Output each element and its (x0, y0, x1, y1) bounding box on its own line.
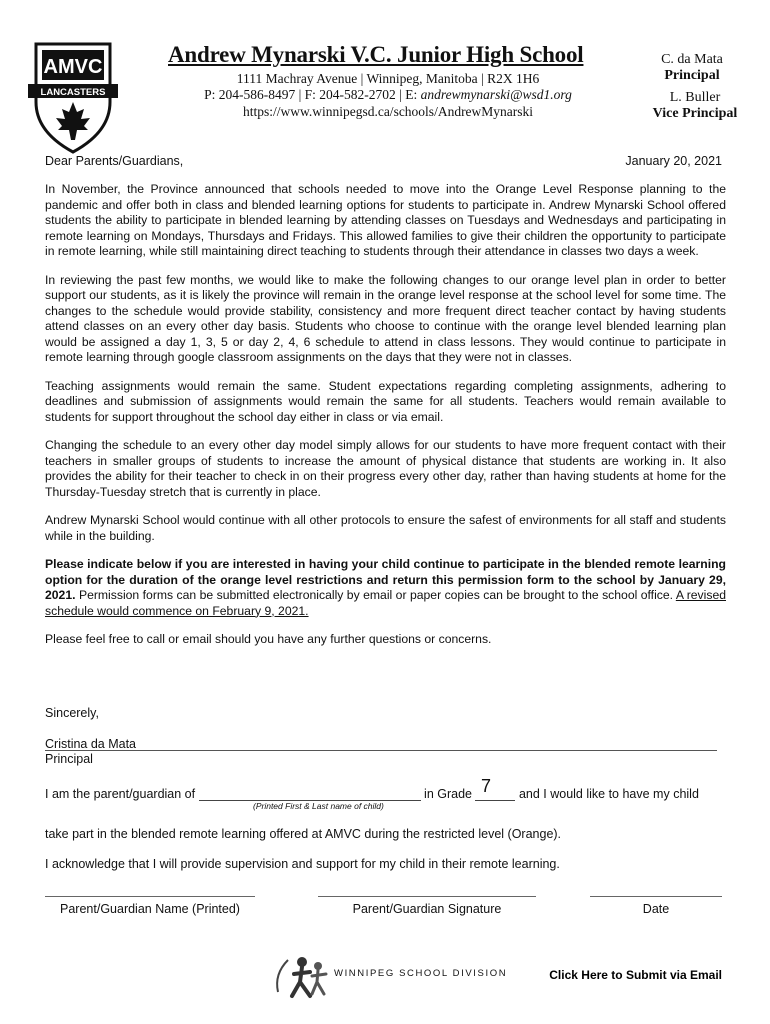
line-prefix: I am the parent/guardian of (45, 787, 199, 801)
guardian-signature-label: Parent/Guardian Signature (352, 902, 502, 916)
guardian-name-field[interactable] (45, 896, 255, 897)
school-contact (168, 87, 608, 103)
school-website[interactable]: https://www.winnipegsd.ca/schools/AndrewMynarski (242, 104, 534, 119)
paragraph-3: Teaching assignments would remain the same. Student expectations regarding completing assignments, adhering to deadlines and submission of assignments would remain the same for all students. Teachers would remain available to students for support throughout the school day either in class or via email. (45, 378, 726, 424)
submit-email-button[interactable]: Click Here to Submit via Email (549, 968, 722, 982)
signer-name: Cristina da Mata (45, 736, 137, 751)
date-field[interactable] (590, 896, 722, 897)
paragraph-6-rest: Permission forms can be submitted electronically by email or paper copies can be brought to the school office. (75, 588, 676, 602)
date-label: Date (642, 902, 670, 916)
closing: Sincerely, (45, 706, 99, 720)
paragraph-1: In November, the Province announced that schools needed to move into the Orange Level Response planning to the pandemic and offer both in class and blended learning options for students to participate in. Andrew Mynarski School offered students the ability to participate in blended learning by attending classes on Tuesdays and Wednesdays and participating in remote learning on Mondays, Thursdays and Fridays. This allowed families to give their children the opportunity to participate in remote learning, while still maintaining direct teaching to students through their attendance in classes two days a week. (45, 182, 726, 258)
school-address: 1111 Machray Avenue | Winnipeg, Manitoba | R2X 1H6 (236, 71, 540, 86)
grade-value: 7 (481, 776, 492, 796)
child-name-field[interactable] (199, 786, 421, 801)
divider (45, 750, 717, 751)
paragraph-6 (45, 557, 726, 619)
principal-role: Principal (664, 68, 720, 83)
division-name: WINNIPEG SCHOOL DIVISION (334, 968, 508, 979)
paragraph-6-underline: A revised schedule would commence on February 9, 2021. (45, 588, 726, 618)
line-suffix: and I would like to have my child (515, 787, 699, 801)
guardian-signature-field[interactable] (318, 896, 536, 897)
logo-banner-text: LANCASTERS (40, 87, 106, 98)
phone-fax: P: 204-586-8497 | F: 204-582-2702 | E: (204, 87, 421, 102)
school-email[interactable]: andrewmynarski@wsd1.org (420, 87, 572, 102)
signature-block (45, 706, 136, 768)
vice-principal-name: L. Buller (669, 90, 721, 105)
logo-text: AMVC (43, 56, 103, 78)
letter-date: January 20, 2021 (625, 154, 722, 168)
principal-name: C. da Mata (661, 52, 723, 67)
acknowledgement-line: I acknowledge that I will provide supervision and support for my child in their remote learning. (45, 857, 560, 871)
vice-principal-role: Vice Principal (652, 106, 738, 121)
permission-line-2: take part in the blended remote learning offered at AMVC during the restricted level (Orange). (45, 827, 562, 841)
principal-block (652, 52, 732, 84)
vice-principal-block (650, 90, 740, 122)
paragraph-6-bold: Please indicate below if you are interested in having your child continue to participate in the blended remote learning option for the duration of the orange level restrictions and return this permission form to the school by January 29, 2021. (45, 557, 726, 602)
paragraph-2: In reviewing the past few months, we would like to make the following changes to our orange level plan in order to better support our students, as it is likely the province will remain in the orange level response at the school level for some time. The changes to the schedule would provide stability, consistency and more frequent direct teacher contact by having students attend classes on an every other day basis. Students who choose to continue with the orange level blended learning plan would be assigned a day 1, 3, 5 or day 2, 4, 6 schedule to attend in class lessons. They would continue to participate in remote learning through google classroom assignments on the days that they were not in classes. (45, 272, 726, 364)
paragraph-5: Andrew Mynarski School would continue with all other protocols to ensure the safest of environments for all staff and students while in the building. (45, 513, 726, 543)
school-name: Andrew Mynarski V.C. Junior High School (168, 42, 584, 67)
guardian-name-label: Parent/Guardian Name (Printed) (60, 902, 240, 916)
paragraph-7: Please feel free to call or email should you have any further questions or concerns. (45, 632, 492, 646)
signer-role: Principal (45, 752, 93, 766)
letter-body (45, 182, 726, 661)
child-name-hint: (Printed First & Last name of child) (253, 801, 384, 811)
permission-line (45, 786, 699, 801)
salutation: Dear Parents/Guardians, (45, 154, 184, 168)
line-mid: in Grade (420, 787, 476, 801)
school-logo (28, 40, 118, 158)
paragraph-4: Changing the schedule to an every other day model simply allows for our students to have more frequent contact with their teachers in smaller groups of students to increase the amount of physical distance that students are working in. It also provides the ability for their teacher to check in on their progress every other day, rather than having students at home for the Thursday-Tuesday stretch that is currently in place. (45, 438, 726, 499)
